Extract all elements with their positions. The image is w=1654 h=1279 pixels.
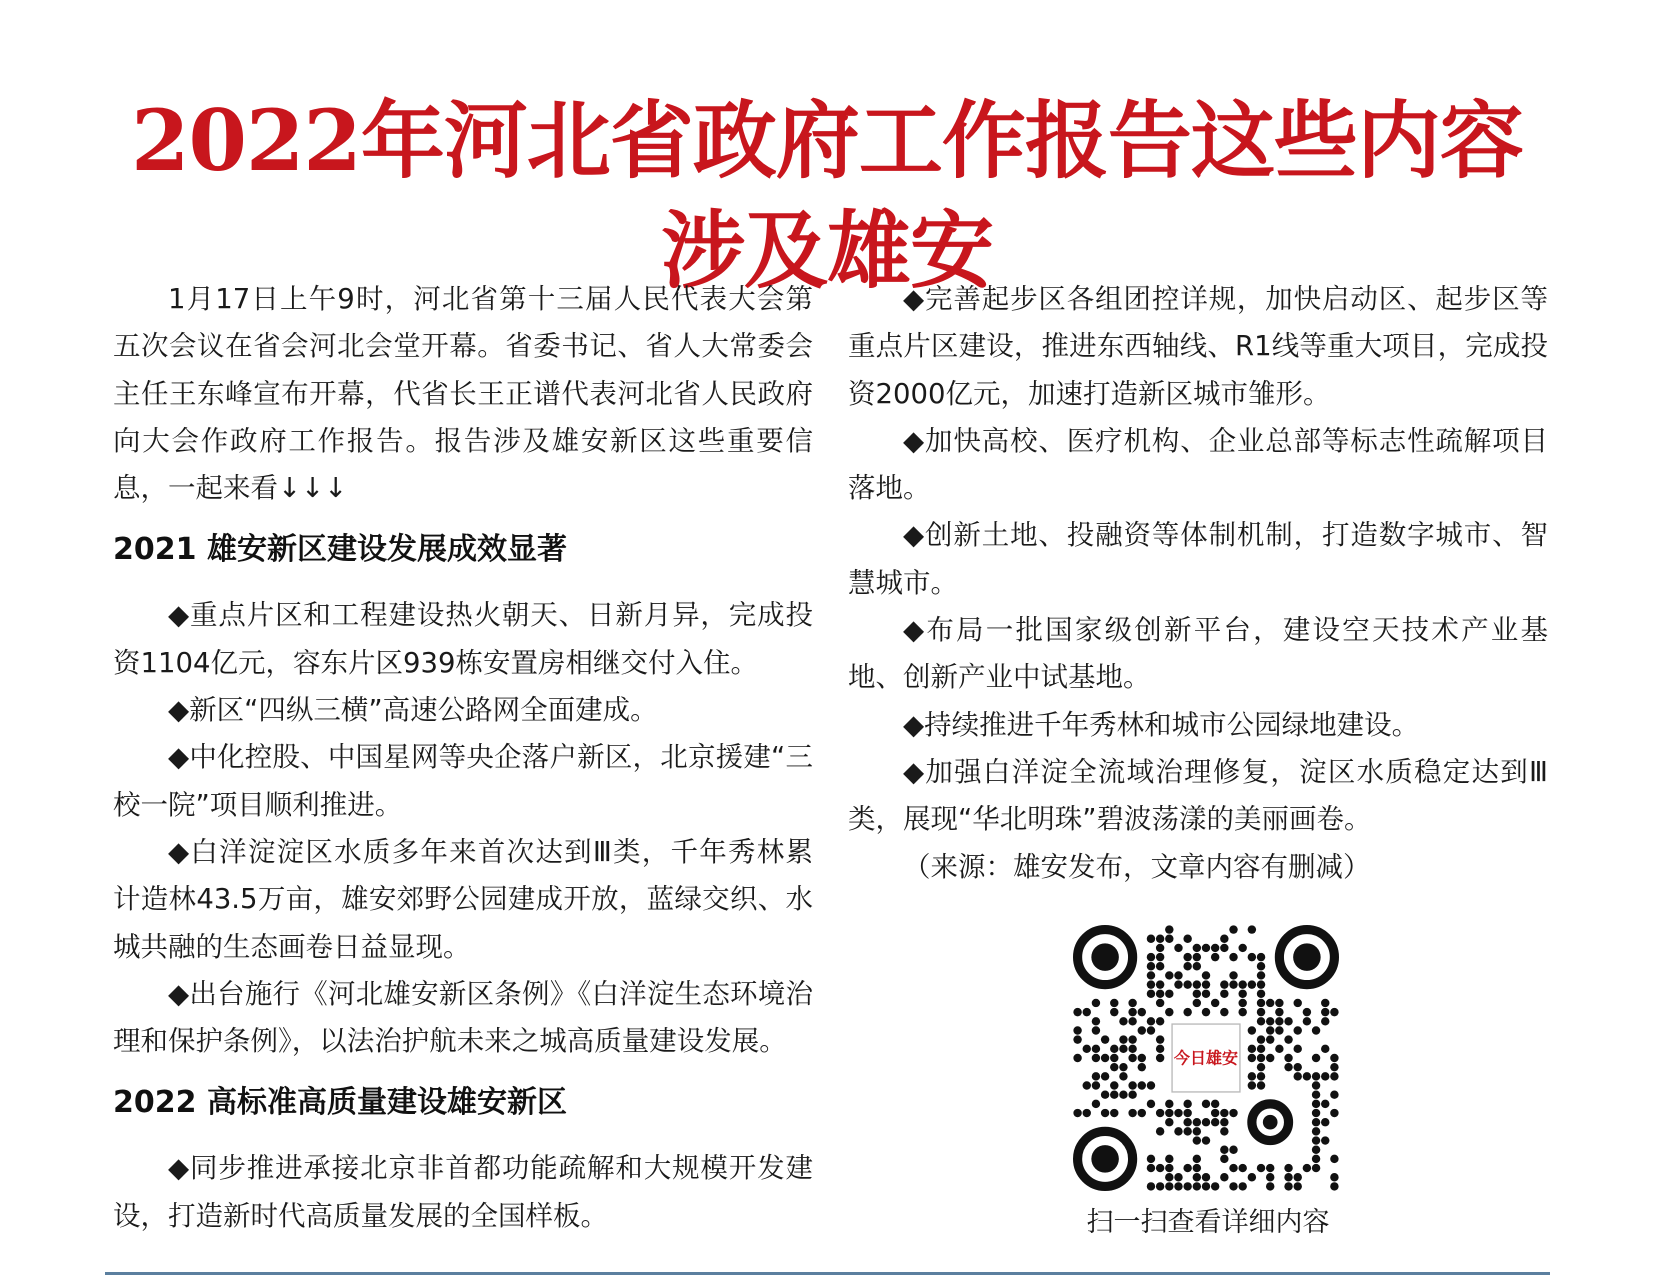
right-column <box>848 276 1548 891</box>
headline <box>0 86 1654 306</box>
list-item: ◆重点片区和工程建设热火朝天、日新月异，完成投资1104亿元，容东片区939栋安置房相继交付入住。 <box>113 599 813 679</box>
list-item: ◆完善起步区各组团控详规，加快启动区、起步区等重点片区建设，推进东西轴线、R1线等重大项目，完成投资2000亿元，加速打造新区城市雏形。 <box>848 283 1548 410</box>
headline-line-2: 涉及雄安 <box>660 201 993 301</box>
list-item: ◆白洋淀淀区水质多年来首次达到Ⅲ类，千年秀林累计造林43.5万亩，雄安郊野公园建成开放，蓝绿交织、水城共融的生态画卷日益显现。 <box>113 835 813 963</box>
list-item: ◆创新土地、投融资等体制机制，打造数字城市、智慧城市。 <box>848 519 1548 599</box>
list-item: ◆布局一批国家级创新平台，建设空天技术产业基地、创新产业中试基地。 <box>848 614 1548 694</box>
list-item: ◆新区“四纵三横”高速公路网全面建成。 <box>168 694 658 727</box>
intro-paragraph: 1月17日上午9时，河北省第十三届人民代表大会第五次会议在省会河北会堂开幕。省委书记、省人大常委会主任王东峰宣布开幕，代省长王正谱代表河北省人民政府向大会作政府工作报告。报告涉及雄安新区这些重要信息，一起来看↓↓↓ <box>113 283 813 505</box>
list-item: ◆出台施行《河北雄安新区条例》《白洋淀生态环境治理和保护条例》，以法治护航未来之城高质量建设发展。 <box>113 977 813 1058</box>
list-item: ◆加强白洋淀全流域治理修复，淀区水质稳定达到Ⅲ类，展现“华北明珠”碧波荡漾的美丽画卷。 <box>848 755 1548 836</box>
source-note: （来源：雄安发布，文章内容有删减） <box>903 850 1371 883</box>
headline-line-1: 2022年河北省政府工作报告这些内容 <box>131 91 1523 191</box>
list-item: ◆加快高校、医疗机构、企业总部等标志性疏解项目落地。 <box>848 424 1548 505</box>
qr-logo-label: 今日雄安 <box>1173 1048 1239 1068</box>
left-column <box>113 276 813 1240</box>
qr-code-block <box>1073 925 1343 1191</box>
list-item: ◆持续推进千年秀林和城市公园绿地建设。 <box>903 708 1420 741</box>
qr-caption: 扫一扫查看详细内容 <box>1086 1207 1330 1238</box>
list-item: ◆同步推进承接北京非首都功能疏解和大规模开发建设，打造新时代高质量发展的全国样板。 <box>113 1152 813 1232</box>
section-heading-2021: 2021 雄安新区建设发展成效显著 <box>113 532 567 568</box>
list-item: ◆中化控股、中国星网等央企落户新区，北京援建“三校一院”项目顺利推进。 <box>113 741 813 821</box>
bottom-divider <box>105 1272 1550 1275</box>
section-heading-2022: 2022 高标准高质量建设雄安新区 <box>113 1085 567 1121</box>
qr-code-icon[interactable] <box>1073 925 1339 1191</box>
